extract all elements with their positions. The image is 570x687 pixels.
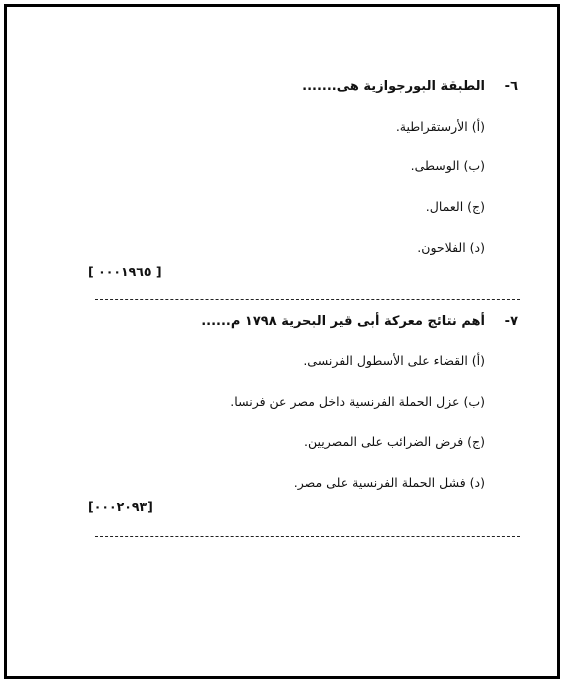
question-6-option-a: (أ) الأرستقراطية.	[395, 119, 485, 134]
question-7-text: أهم نتائج معركة أبى قير البحرية ١٧٩٨ م......	[201, 314, 485, 329]
question-6-code: [ ٠٠٠١٩٦٥ ]	[88, 264, 162, 279]
question-7-option-a: (أ) القضاء على الأسطول الفرنسى.	[303, 353, 485, 368]
question-7-code: [٠٠٠٢٠٩٣]	[88, 499, 153, 514]
question-6-option-c: (ج) العمال.	[425, 199, 485, 214]
question-7-number: ٧-	[504, 314, 518, 329]
question-6-option-d: (د) الفلاحون.	[417, 240, 485, 255]
question-7-option-c: (ج) فرض الضرائب على المصريين.	[304, 434, 485, 449]
divider	[95, 536, 520, 537]
question-6-option-b: (ب) الوسطى.	[410, 158, 485, 173]
page-frame	[4, 4, 560, 679]
question-6-text: الطبقة البورجوازية هى.......	[302, 79, 485, 94]
question-6-number: ٦-	[504, 79, 518, 94]
question-7-option-b: (ب) عزل الحملة الفرنسية داخل مصر عن فرنسا.	[230, 394, 485, 409]
divider	[95, 299, 520, 300]
question-7-option-d: (د) فشل الحملة الفرنسية على مصر.	[293, 475, 485, 490]
